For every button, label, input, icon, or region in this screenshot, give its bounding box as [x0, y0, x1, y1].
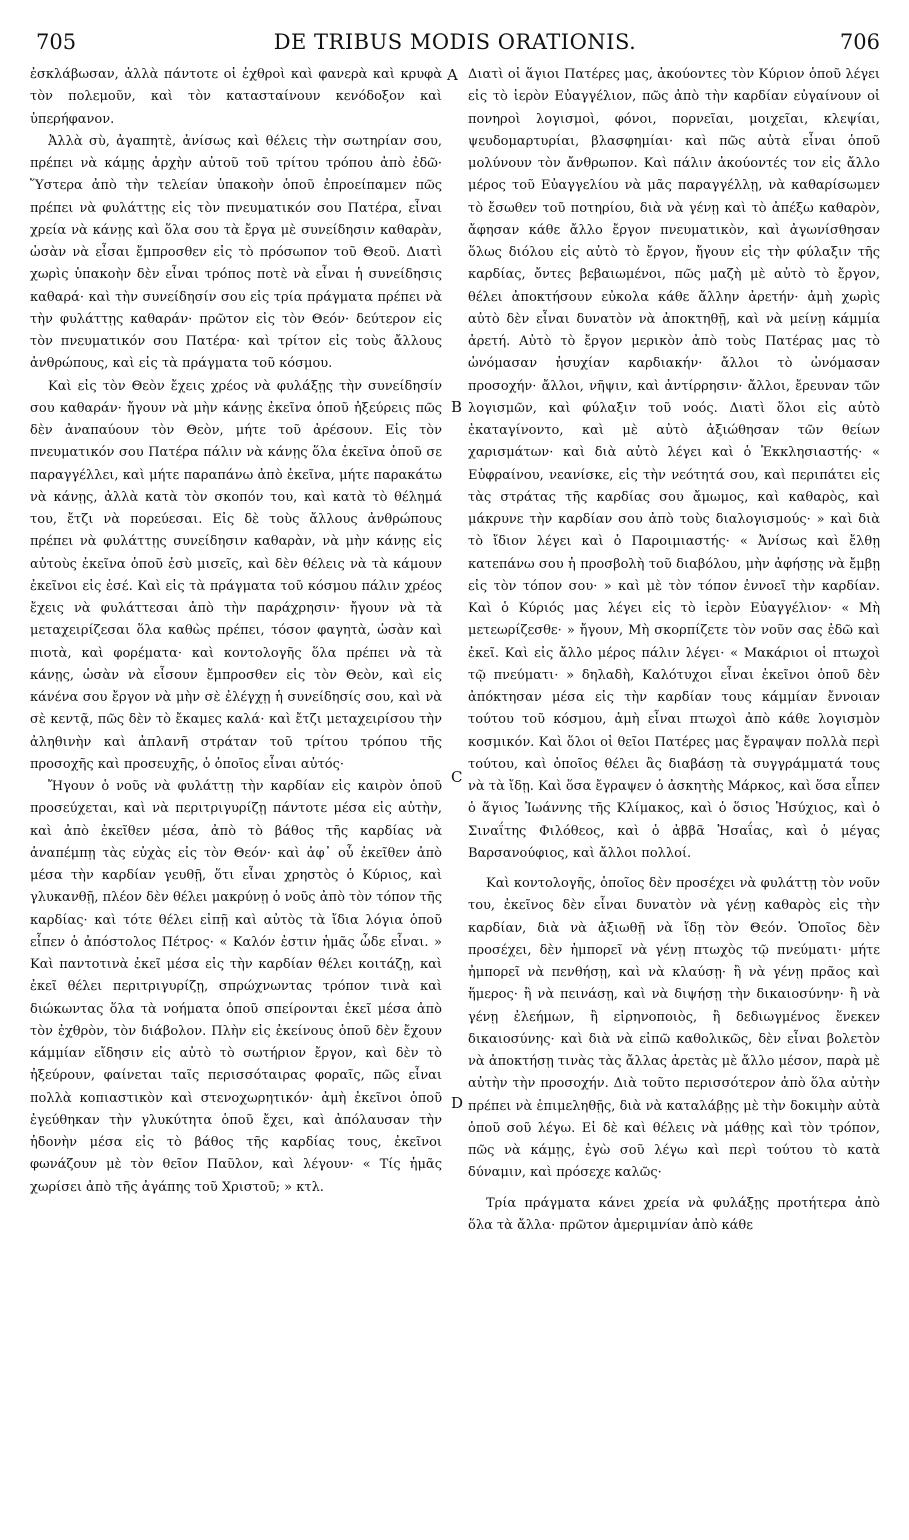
section-marker-d: D [451, 1094, 464, 1112]
right-paragraph-2: Καὶ κοντολογῆς, ὁποῖος δὲν προσέχει νὰ φυλάττῃ τὸν νοῦν του, ἐκεῖνος δὲν εἶναι δυνατὸν νὰ γένῃ καθαρὸς εἰς τὴν καρδίαν, διὰ νὰ ἀξιωθῇ νὰ ἴδῃ τὸν Θεόν. Ὁποῖος δὲν προσέχει, δὲν ἠμπορεῖ νὰ γένῃ πτωχὸς τῷ πνεύματι· μήτε ἠμπορεῖ νὰ πενθήσῃ, καὶ νὰ κλαύσῃ· ἢ νὰ γένῃ πρᾶος καὶ ἥμερος· ἢ νὰ πεινάσῃ, καὶ νὰ διψήσῃ τὴν δικαιοσύνην· ἢ νὰ γένῃ ἐλεήμων, ἢ εἰρηνοποιὸς, ἢ δεδιωγμένος ἕνεκεν δικαιοσύνης· καὶ διὰ νὰ εἰπῶ καθολικῶς, δὲν εἶναι βολετὸν νὰ ἀποκτήσῃ τινὰς τὰς ἄλλας ἀρετὰς μὲ ἄλλο μέσον, παρὰ μὲ αὐτὴν τὴν προσοχήν. Διὰ τοῦτο περισσότερον ἀπὸ ὅλα αὐτὴν πρέπει νὰ ἐπιμεληθῇς, διὰ νὰ καταλάβῃς μὲ τὴν δοκιμὴν αὐτὰ ὁποῦ σοῦ λέγω. Εἰ δὲ καὶ θέλεις νὰ μάθῃς καὶ τὸν τρόπον, πῶς νὰ κάμῃς, ἐγὼ σοῦ λέγω καὶ περὶ τούτου τὸ κατὰ δύναμιν, καὶ πρόσεχε καλῶς· [468, 876, 880, 1181]
page-number-right: 706 [839, 30, 880, 54]
left-paragraph-4: Ἤγουν ὁ νοῦς νὰ φυλάττῃ τὴν καρδίαν εἰς καιρὸν ὁποῦ προσεύχεται, καὶ νὰ περιτριγυρίζῃ πάντοτε μέσα εἰς αὐτὴν, καὶ ἀπὸ ἐκεῖθεν μέσα, ἀπὸ τὸ βάθος τῆς καρδίας νὰ ἀναπέμπῃ τὰς εὐχὰς εἰς τὸν Θεόν· καὶ ἀφ᾽ οὗ ἐκεῖθεν ἀπὸ μέσα τὴν καρδίαν γευθῇ, ὅτι εἶναι χρηστὸς ὁ Κύριος, καὶ γλυκανθῇ, πλέον δὲν θέλει μακρύνῃ ὁ νοῦς ἀπὸ τὸν τόπον τῆς καρδίας· καὶ τότε θέλει εἰπῇ καὶ αὐτὸς τὰ ἴδια λόγια ὁποῦ εἶπεν ὁ ἀπόστολος Πέτρος· « Καλόν ἐστιν ἡμᾶς ὧδε εἶναι. » Καὶ παντοτινὰ ἐκεῖ μέσα εἰς τὴν καρδίαν θέλει κοιτάζῃ, καὶ ἐκεῖ θέλει περιτριγυρίζῃ, σπρώχνωντας τρόπον τινὰ καὶ διώκωντας ὅλα τὰ νοήματα ὁποῦ σπείρονται ἐκεῖ μέσα ἀπὸ τὸν ἐχθρὸν, τὸν διάβολον. Πλὴν εἰς ἐκείνους ὁποῦ δὲν ἔχουν κάμμίαν εἴδησιν εἰς αὐτὸ τὸ σωτήριον ἔργον, καὶ δὲν τὸ ἠξεύρουν, φαίνεται ταῖς περισσόταιρας φοραῖς, πῶς εἶναι πολλὰ κοπιαστικὸν καὶ στενοχωρητικόν· ἀμὴ ἐκεῖνοι ὁποῦ ἐγεύθηκαν τὴν γλυκύτητα ὁποῦ ἔχει, καὶ ἀπόλαυσαν τὴν ἡδονὴν μέσα εἰς τὸ βάθος τῆς καρδίας τους, ἐκεῖνοι φωνάζουν μὲ τὸν θεῖον Παῦλον, καὶ λέγουν· « Τίς ἡμᾶς χωρίσει ἀπὸ τῆς ἀγάπης τοῦ Χριστοῦ; » κτλ. [30, 779, 442, 1195]
section-marker-c: C [451, 768, 463, 786]
right-paragraph-3: Τρία πράγματα κάνει χρεία νὰ φυλάξῃς προτήτερα ἀπὸ ὅλα τὰ ἄλλα· πρῶτον ἀμεριμνίαν ἀπὸ κάθε [468, 1195, 880, 1233]
left-paragraph-3: Καὶ εἰς τὸν Θεὸν ἔχεις χρέος νὰ φυλάξῃς τὴν συνείδησίν σου καθαράν· ἤγουν νὰ μὴν κάνῃς ἐκεῖνα ὁποῦ ἠξεύρεις πῶς δὲν ἀναπαύουν τὸν Θεὸν, μήτε τοῦ ἀρέσουν. Εἰς τὸν πνευματικόν σου Πατέρα πάλιν νὰ κάνῃς ὅλα ἐκεῖνα ὁποῦ σε παραγγέλλει, καὶ μήτε παραπάνω ἀπὸ ἐκεῖνα, μήτε παρακάτω νὰ κάνῃς, ἀλλὰ κατὰ τὸν σκοπόν του, καὶ κατὰ τὸ θέλημά του, ἔτζι νὰ πορεύεσαι. Εἰς δὲ τοὺς ἄλλους ἀνθρώπους πρέπει νὰ φυλάττῃς συνείδησιν καθαρὰν, νὰ μὴν κάνῃς εἰς αὐτοὺς ἐκεῖνα ὁποῦ ἐσὺ μισεῖς, καὶ δὲν θέλεις νὰ τὰ κάμουν ἐκεῖνοι εἰς ἐσέ. Καὶ εἰς τὰ πράγματα τοῦ κόσμου πάλιν χρέος ἔχεις νὰ φυλάττεσαι ἀπὸ τὴν παράχρησιν· ἤγουν νὰ τὰ μεταχειρίζεσαι ὅλα καθὼς πρέπει, τόσον φαγητὰ, ὡσὰν καὶ πιοτὰ, καὶ φορέματα· καὶ κοντολογῆς ὅλα πρέπει νὰ τὰ κάνῃς, ὡσὰν νὰ εἶσουν ἔμπροσθεν εἰς τὸν Θεὸν, καὶ εἰς κάνένα σου ἔργον νὰ μὴν σὲ ἐλέγχῃ ἡ συνείδησίς σου, καὶ νὰ σὲ κεντᾷ, πῶς δὲν τὸ ἔκαμες καλά· καὶ ἔτζι μεταχειρίσου τὴν ἀληθινὴν καὶ ἀπλανῆ στράταν τοῦ τρίτου τρόπου τῆς προσοχῆς καὶ προσευχῆς, ὁ ὁποῖος εἶναι αὐτός· [30, 378, 442, 772]
left-paragraph-2: Ἀλλὰ σὺ, ἀγαπητὲ, ἀνίσως καὶ θέλεις τὴν σωτηρίαν σου, πρέπει νὰ κάμῃς ἀρχὴν αὐτοῦ τοῦ τρίτου τρόπου ἀπὸ ἐδῶ· Ὕστερα ἀπὸ τὴν τελείαν ὑπακοὴν ὁποῦ ἐπροείπαμεν πῶς πρέπει νὰ φυλάττῃς εἰς τὸν πνευματικόν σου Πατέρα, εἶναι χρεία νὰ κάνῃς καὶ ὅλα σου τὰ ἔργα μὲ συνείδησιν καθαρὰν, ὡσὰν νὰ εἶσαι ἔμπροσθεν εἰς τὸ πρόσωπον τοῦ Θεοῦ. Διατὶ χωρὶς ὑπακοὴν δὲν εἶναι τρόπος ποτὲ νὰ εἶναι ἡ συνείδησις καθαρά· καὶ τὴν συνείδησίν σου εἰς τρία πράγματα πρέπει νὰ τὴν φυλάττῃς καθαράν· πρῶτον εἰς τὸν Θεόν· δεύτερον εἰς τὸν πνευματικόν σου Πατέρα· καὶ τρίτον εἰς τοὺς ἄλλους ἀνθρώπους, καὶ εἰς τὰ πράγματα τοῦ κόσμου. [30, 133, 442, 372]
left-column [30, 64, 442, 1199]
page-header [30, 30, 880, 62]
left-paragraph-1: ἐσκλάβωσαν, ἀλλὰ πάντοτε οἱ ἐχθροὶ καὶ φανερὰ καὶ κρυφὰ τὸν πολεμοῦν, καὶ τὸν κατασταίνουν κενόδοξον καὶ ὑπερήφανον. [30, 67, 442, 127]
section-marker-a: A [447, 66, 458, 84]
right-paragraph-1: Διατὶ οἱ ἅγιοι Πατέρες μας, ἀκούοντες τὸν Κύριον ὁποῦ λέγει εἰς τὸ ἱερὸν Εὐαγγέλιον, πῶς ἀπὸ τὴν καρδίαν εὐγαίνουν οἱ πονηροὶ λογισμοὶ, φόνοι, πορνεῖαι, μοιχεῖαι, κλεψίαι, ψευδομαρτυρίαι, βλασφημίαι· καὶ πῶς αὐτὰ εἶναι ὁποῦ μολύνουν τὸν ἄνθρωπον. Καὶ πάλιν ἀκούοντές τον εἰς ἄλλο μέρος τοῦ Εὐαγγελίου νὰ μᾶς παραγγέλλῃ, νὰ καθαρίσωμεν τὸ ἔσωθεν τοῦ ποτηρίου, διὰ νὰ γένῃ καὶ τὸ ἀπέξω καθαρὸν, ἄφησαν κάθε ἄλλο ἔργον πνευματικὸν, καὶ ἀγωνίσθησαν ὅλως διόλου εἰς αὐτὸ τὸ ἔργον, ἤγουν εἰς τὴν φύλαξιν τῆς καρδίας, ὄντες βεβαιωμένοι, πῶς μαζὴ μὲ αὐτὸ τὸ ἔργον, θέλει ἀποκτήσουν εὐκολα κάθε ἄλλην ἀρετήν· ἀμὴ χωρὶς αὐτὸ δὲν εἶναι δυνατὸν νὰ ἀποκτηθῇ, καὶ νὰ μείνῃ κάμμία ἀρετή. Αὐτὸ τὸ ἔργον μερικὸν ἀπὸ τοὺς Πατέρας μας τὸ ὠνόμασαν ἡσυχίαν καρδιακήν· ἄλλοι τὸ ὠνόμασαν προσοχήν· ἄλλοι, νῆψιν, καὶ ἀντίρρησιν· ἄλλοι, ἔρευναν τῶν λογισμῶν, καὶ φύλαξιν τοῦ νοός. Διατὶ ὅλοι εἰς αὐτὸ ἐκαταγίνοντο, καὶ μὲ αὐτὸ ἀξιώθησαν τῶν θείων χαρισμάτων· καὶ διὰ αὐτὸ λέγει καὶ ὁ Ἐκκλησιαστής· « Εὐφραίνου, νεανίσκε, εἰς τὴν νεότητά σου, καὶ περιπάτει εἰς τὰς στράτας τῆς καρδίας σου ἄμωμος, καὶ καθαρὸς, καὶ μάκρυνε τὴν καρδίαν σου ἀπὸ τοὺς διαλογισμούς· » καὶ διὰ τὸ ἴδιον λέγει καὶ ὁ Παροιμιαστής· « Ἀνίσως καὶ ἔλθῃ κατεπάνω σου ἡ προσβολὴ τοῦ διαβόλου, μὴν ἀφήσῃς νὰ ἔμβῃ εἰς τὸν τόπον σου· » καὶ μὲ τὸν τόπον ἐννοεῖ τὴν καρδίαν. Καὶ ὁ Κύριός μας λέγει εἰς τὸ ἱερὸν Εὐαγγέλιον· « Μὴ μετεωρίζεσθε· » ἤγουν, Μὴ σκορπίζετε τὸν νοῦν σας ἐδῶ καὶ ἐκεῖ. Καὶ εἰς ἄλλο μέρος πάλιν λέγει· « Μακάριοι οἱ πτωχοὶ τῷ πνεύματι· » δηλαδὴ, Καλότυχοι εἶναι ἐκεῖνοι ὁποῦ δὲν ἀπόκτησαν μέσα εἰς τὴν καρδίαν τους κάμμίαν ἔννοιαν τούτου τοῦ κόσμου, ἀμὴ εἶναι πτωχοὶ ἀπὸ κάθε λογισμὸν κοσμικόν. Καὶ ὅλοι οἱ θεῖοι Πατέρες μας ἔγραψαν πολλὰ περὶ τούτου, καὶ ὁποῖος θέλει ἂς διαβάσῃ τὰ συγγράμματά τους νὰ τὰ ἴδῃ. Καὶ ὅσα ἔγραψεν ὁ ἀσκητὴς Μάρκος, καὶ ὅσα εἶπεν ὁ ἅγιος Ἰωάννης τῆς Κλίμακος, καὶ ὁ ὅσιος Ἡσύχιος, καὶ ὁ Σιναΐτης Φιλόθεος, καὶ ὁ ἀββᾶ Ἡσαΐας, καὶ ὁ μέγας Βαρσανούφιος, καὶ ἄλλοι πολλοί. [468, 67, 880, 861]
page-number-left: 705 [36, 30, 77, 54]
right-column [468, 64, 880, 1237]
section-marker-b: B [451, 398, 463, 416]
running-title: DE TRIBUS MODIS ORATIONIS. [273, 30, 637, 54]
